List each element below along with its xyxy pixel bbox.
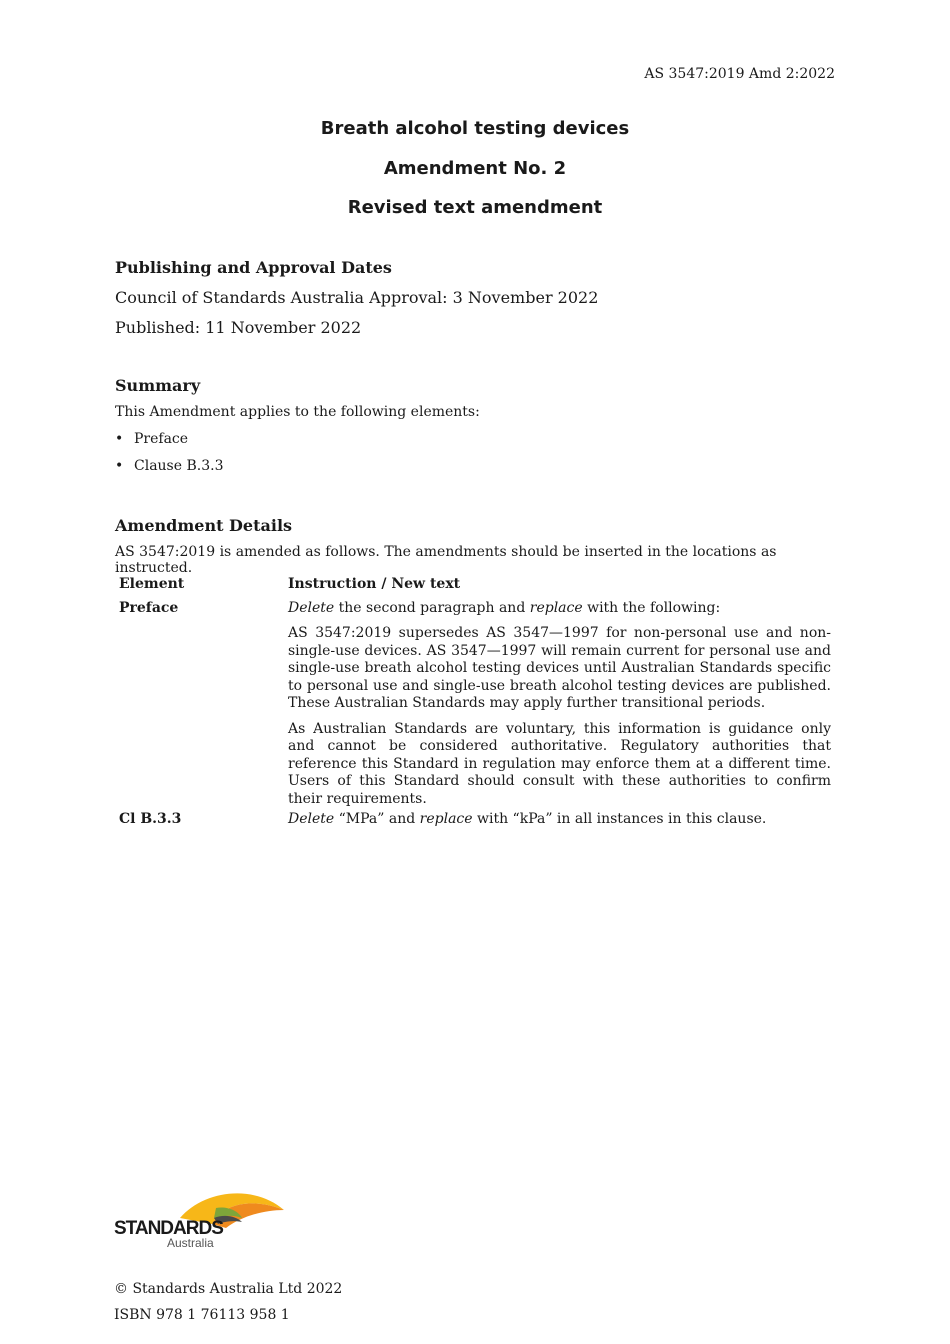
column-header-instruction: Instruction / New text bbox=[288, 576, 461, 592]
summary-list bbox=[115, 431, 835, 485]
table-row bbox=[115, 808, 835, 828]
details-section bbox=[115, 516, 835, 585]
instruction-text bbox=[288, 600, 831, 617]
bullet-icon: • bbox=[115, 458, 124, 474]
approval-date: Council of Standards Australia Approval: 3 November 2022 bbox=[115, 288, 599, 307]
instruction-mid: “MPa” and bbox=[334, 811, 420, 827]
instruction-cell bbox=[284, 808, 835, 828]
table-header-row bbox=[115, 576, 835, 600]
instruction-tail: with “kPa” in all instances in this clause. bbox=[472, 811, 767, 827]
details-heading: Amendment Details bbox=[115, 516, 293, 535]
amendment-table bbox=[115, 576, 835, 828]
new-text-paragraph: AS 3547:2019 supersedes AS 3547—1997 for non-personal use and non-single-use devices. AS 3547—1997 will remain current for personal use and single-use breath alcohol testing devices until Australian Standards specific to personal use and single-use breath alcohol testing devices are published. These Australian Standards may apply further transitional periods. bbox=[288, 625, 831, 711]
publishing-section bbox=[115, 258, 835, 346]
new-text-paragraph: As Australian Standards are voluntary, this information is guidance only and cannot be considered authoritative. Regulatory authorities that reference this Standard in regulation may enforce them at a different time. Users of this Standard should consult with these authorities to confirm their requirements. bbox=[288, 720, 831, 807]
instruction-text bbox=[288, 811, 831, 828]
element-cell: Cl B.3.3 bbox=[119, 811, 182, 827]
instruction-verb: Delete bbox=[288, 600, 335, 616]
logo-wordmark: STANDARDS bbox=[114, 1218, 223, 1239]
logo-subtitle: Australia bbox=[167, 1236, 214, 1250]
amendment-type: Revised text amendment bbox=[347, 197, 603, 218]
instruction-verb: replace bbox=[529, 600, 583, 616]
instruction-tail: with the following: bbox=[582, 600, 721, 616]
instruction-verb: Delete bbox=[288, 811, 335, 827]
table-row bbox=[115, 600, 835, 808]
summary-intro: This Amendment applies to the following elements: bbox=[115, 404, 480, 420]
bullet-icon: • bbox=[115, 431, 124, 447]
instruction-cell bbox=[284, 600, 835, 808]
document-identifier: AS 3547:2019 Amd 2:2022 bbox=[644, 66, 835, 82]
list-item-label: Preface bbox=[134, 431, 189, 447]
title-block bbox=[0, 118, 950, 237]
instruction-mid: the second paragraph and bbox=[334, 600, 530, 616]
column-header-element: Element bbox=[119, 576, 185, 592]
standards-australia-logo bbox=[114, 1188, 289, 1258]
document-title: Breath alcohol testing devices bbox=[320, 118, 630, 139]
publishing-heading: Publishing and Approval Dates bbox=[115, 258, 392, 277]
instruction-verb: replace bbox=[419, 811, 473, 827]
isbn: ISBN 978 1 76113 958 1 bbox=[114, 1307, 290, 1323]
amendment-number: Amendment No. 2 bbox=[383, 157, 567, 179]
published-date: Published: 11 November 2022 bbox=[115, 318, 362, 337]
details-intro: AS 3547:2019 is amended as follows. The amendments should be inserted in the locations as instructed. bbox=[115, 544, 777, 576]
copyright-notice: © Standards Australia Ltd 2022 bbox=[114, 1281, 343, 1297]
list-item bbox=[115, 458, 835, 485]
element-cell: Preface bbox=[119, 600, 179, 616]
summary-section bbox=[115, 376, 835, 485]
list-item bbox=[115, 431, 835, 458]
summary-heading: Summary bbox=[115, 376, 201, 395]
list-item-label: Clause B.3.3 bbox=[134, 458, 224, 474]
